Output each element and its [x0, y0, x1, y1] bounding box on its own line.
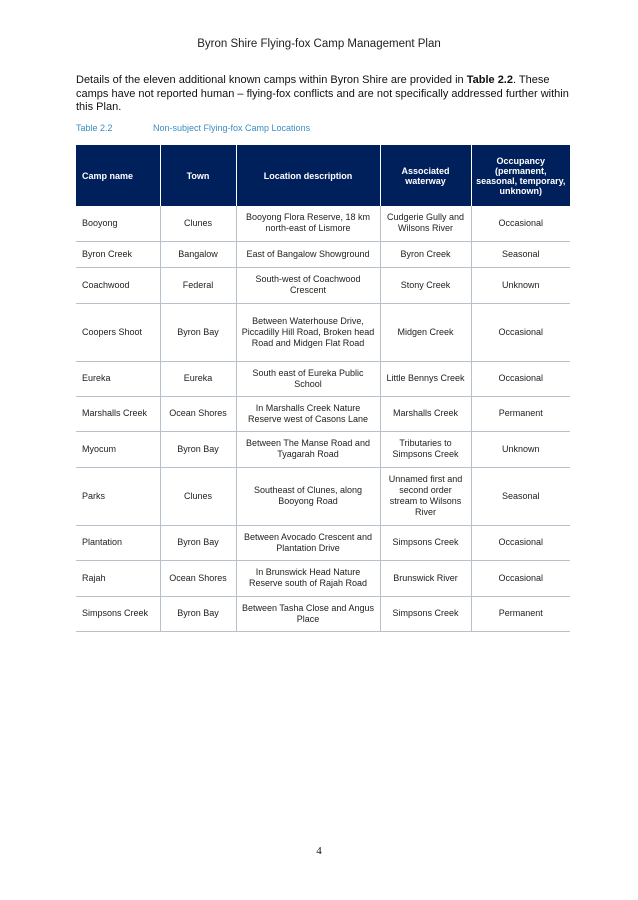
cell-occupancy: Seasonal [471, 241, 570, 267]
cell-waterway: Brunswick River [380, 560, 471, 596]
cell-waterway: Little Bennys Creek [380, 361, 471, 396]
intro-paragraph [76, 74, 570, 115]
cell-occupancy: Occasional [471, 361, 570, 396]
table-caption [76, 123, 310, 133]
cell-waterway: Byron Creek [380, 241, 471, 267]
cell-occupancy: Occasional [471, 525, 570, 560]
cell-camp-name: Byron Creek [76, 241, 160, 267]
cell-waterway: Tributaries to Simpsons Creek [380, 431, 471, 467]
cell-occupancy: Occasional [471, 303, 570, 361]
cell-camp-name: Coachwood [76, 267, 160, 303]
header-waterway: Associated waterway [380, 145, 471, 206]
cell-town: Byron Bay [160, 596, 236, 631]
table-row [76, 560, 570, 596]
table-reference: Table 2.2 [466, 74, 513, 86]
header-location: Location description [236, 145, 380, 206]
cell-waterway: Unnamed first and second order stream to Wilsons River [380, 467, 471, 525]
cell-camp-name: Booyong [76, 206, 160, 241]
table-row [76, 206, 570, 241]
table-caption-title: Non-subject Flying-fox Camp Locations [153, 123, 311, 133]
camps-table [76, 145, 570, 632]
table-row [76, 361, 570, 396]
cell-town: Eureka [160, 361, 236, 396]
table-row [76, 525, 570, 560]
cell-location: In Brunswick Head Nature Reserve south of Rajah Road [236, 560, 380, 596]
cell-waterway: Simpsons Creek [380, 525, 471, 560]
table-row [76, 396, 570, 431]
cell-location: Southeast of Clunes, along Booyong Road [236, 467, 380, 525]
cell-waterway: Marshalls Creek [380, 396, 471, 431]
cell-town: Clunes [160, 206, 236, 241]
table-row [76, 467, 570, 525]
cell-town: Federal [160, 267, 236, 303]
table-row [76, 431, 570, 467]
header-camp-name: Camp name [76, 145, 160, 206]
cell-location: South-west of Coachwood Crescent [236, 267, 380, 303]
cell-town: Ocean Shores [160, 396, 236, 431]
cell-town: Ocean Shores [160, 560, 236, 596]
cell-camp-name: Marshalls Creek [76, 396, 160, 431]
table-row [76, 267, 570, 303]
cell-location: South east of Eureka Public School [236, 361, 380, 396]
table-row [76, 303, 570, 361]
header-town: Town [160, 145, 236, 206]
cell-waterway: Simpsons Creek [380, 596, 471, 631]
cell-camp-name: Parks [76, 467, 160, 525]
cell-occupancy: Unknown [471, 431, 570, 467]
table-caption-number: Table 2.2 [76, 123, 113, 133]
page-number: 4 [316, 845, 322, 857]
cell-camp-name: Myocum [76, 431, 160, 467]
cell-occupancy: Permanent [471, 596, 570, 631]
cell-occupancy: Unknown [471, 267, 570, 303]
cell-camp-name: Eureka [76, 361, 160, 396]
cell-camp-name: Coopers Shoot [76, 303, 160, 361]
cell-location: Between Avocado Crescent and Plantation Drive [236, 525, 380, 560]
cell-location: Between Tasha Close and Angus Place [236, 596, 380, 631]
cell-town: Byron Bay [160, 431, 236, 467]
cell-town: Byron Bay [160, 303, 236, 361]
cell-town: Byron Bay [160, 525, 236, 560]
table-row [76, 241, 570, 267]
cell-waterway: Stony Creek [380, 267, 471, 303]
table-row [76, 596, 570, 631]
cell-occupancy: Seasonal [471, 467, 570, 525]
cell-location: Booyong Flora Reserve, 18 km north-east of Lismore [236, 206, 380, 241]
cell-town: Clunes [160, 467, 236, 525]
cell-waterway: Midgen Creek [380, 303, 471, 361]
cell-town: Bangalow [160, 241, 236, 267]
cell-location: In Marshalls Creek Nature Reserve west of Casons Lane [236, 396, 380, 431]
cell-occupancy: Occasional [471, 206, 570, 241]
intro-text-before: Details of the eleven additional known camps within Byron Shire are provided in [76, 74, 467, 86]
table-body [76, 206, 570, 631]
cell-location: Between The Manse Road and Tyagarah Road [236, 431, 380, 467]
cell-camp-name: Rajah [76, 560, 160, 596]
header-occupancy: Occupancy (permanent, seasonal, temporary, unknown) [471, 145, 570, 206]
cell-location: East of Bangalow Showground [236, 241, 380, 267]
page-header: Byron Shire Flying-fox Camp Management Plan [197, 38, 441, 50]
table-header-row [76, 145, 570, 206]
cell-waterway: Cudgerie Gully and Wilsons River [380, 206, 471, 241]
cell-location: Between Waterhouse Drive, Piccadilly Hill Road, Broken head Road and Midgen Flat Road [236, 303, 380, 361]
cell-occupancy: Occasional [471, 560, 570, 596]
cell-camp-name: Plantation [76, 525, 160, 560]
cell-camp-name: Simpsons Creek [76, 596, 160, 631]
cell-occupancy: Permanent [471, 396, 570, 431]
intro-text-after: . These camps have not reported human – flying-fox conflicts and are not specifically addressed further within this Plan. [76, 74, 569, 113]
